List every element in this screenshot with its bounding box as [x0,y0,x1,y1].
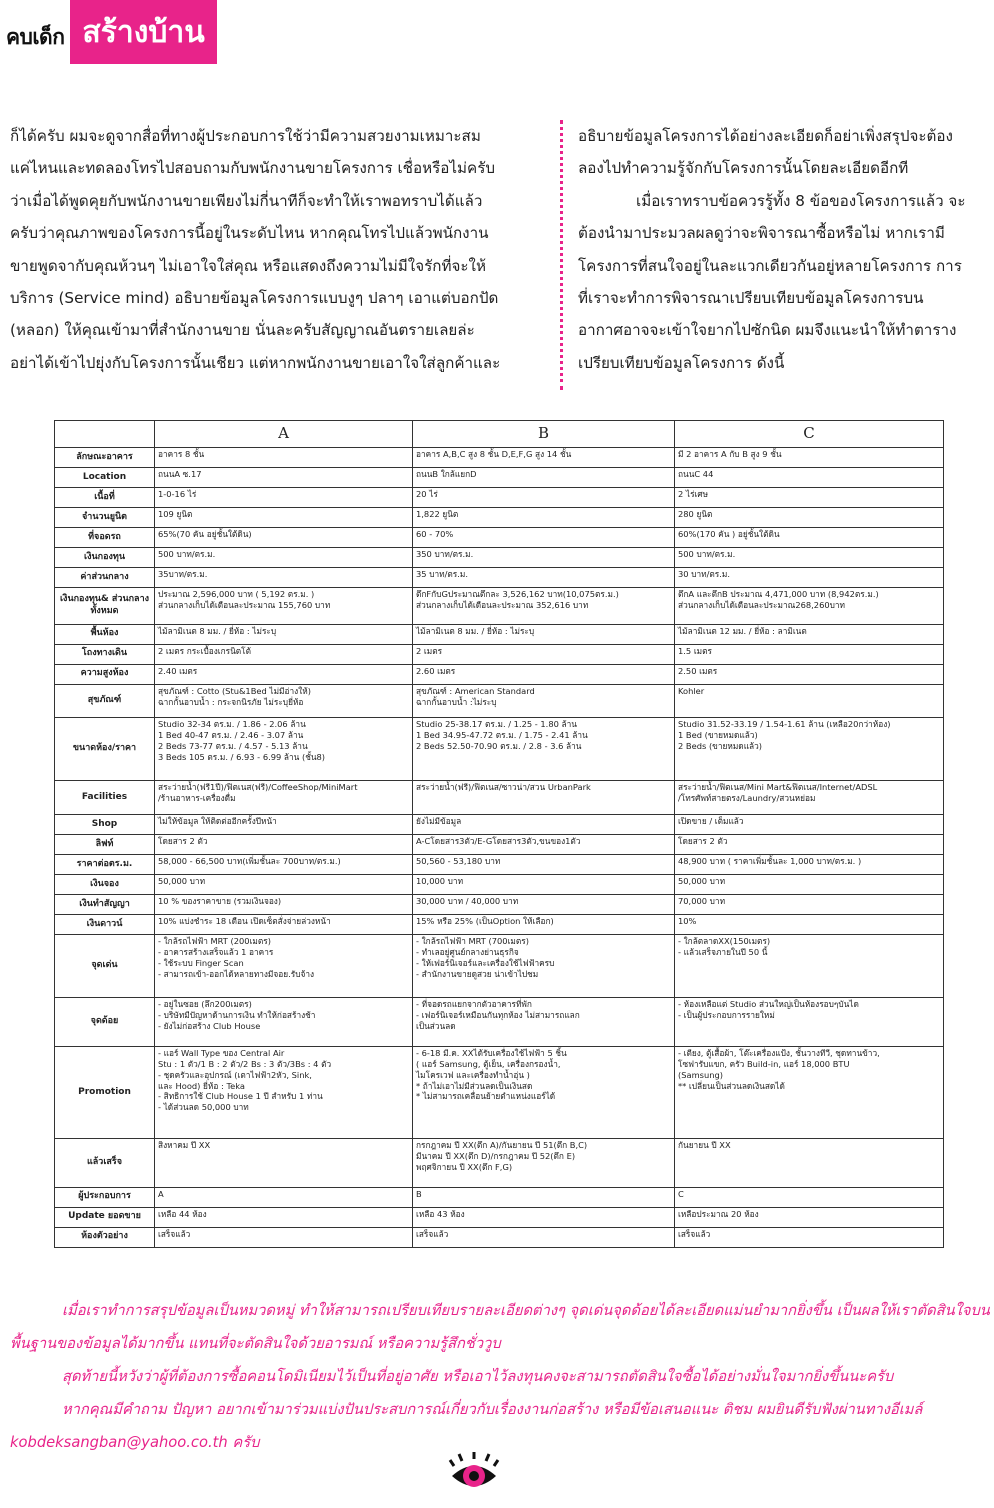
cell-project-b [413,508,675,528]
cell-project-a [155,1139,413,1187]
cell-project-b [413,1046,675,1139]
cell-line: 2 Beds (ขายหมดแล้ว) [678,741,763,752]
cell-line: ฉากกั้นอาบน้ำ : กระจกนิรภัย ไม่ระบุยี่ห้อ [158,696,304,707]
cell-line: - ที่จอดรถแยกจากตัวอาคารที่พัก [416,999,532,1010]
cell-line: ส่วนกลางเก็บได้เดือนละประมาณ268,260บาท [678,600,846,611]
cell-project-a [155,998,413,1046]
cell-line: 10 % ของราคาขาย (รวมเงินจอง) [158,896,282,907]
table-header-cell: B [413,421,675,448]
cell-line: - ชุดครัวและอุปกรณ์ (เตาไฟฟ้า2หัว, Sink, [158,1069,312,1080]
cell-line: Studio 31.52-33.19 / 1.54-1.61 ล้าน (เหลือ20กว่าห้อง) [678,719,891,730]
row-label: จุดด้อย [55,998,155,1046]
cell-project-c [675,915,944,935]
cell-project-b [413,781,675,815]
cell-line: - เตียง, ตู้เสื้อผ้า, โต๊ะเครื่องแป้ง, ชั้นวางทีวี, ชุดทานข้าว, [678,1047,880,1058]
cell-project-a [155,814,413,834]
cell-line: เสร็จแล้ว [158,1228,191,1239]
cell-line: 35 บาท/ตร.ม. [416,569,468,580]
cell-project-a [155,488,413,508]
cell-project-b [413,935,675,998]
brand-small-text: คบเด็ก [6,25,65,49]
table-row [55,1046,944,1139]
intro-line: แค่ไหนและทดลองโทรไปสอบถามกับพนักงานขายโครงการ เชื่อหรือไม่ครับ [10,159,495,178]
intro-right-paragraph-2 [578,185,990,379]
table-row [55,895,944,915]
cell-project-b [413,875,675,895]
intro-right-paragraph-1 [578,120,990,185]
cell-line: 60 - 70% [416,529,454,540]
cell-line: 1 Bed 40-47 ตร.ม. / 2.46 - 3.07 ล้าน [158,730,304,741]
cell-project-c [675,855,944,875]
cell-line: 1,822 ยูนิต [416,509,459,520]
cell-line: 50,000 บาท [678,876,726,887]
cell-project-b [413,1187,675,1207]
cell-line: มี 2 อาคาร A กับ B สูง 9 ชั้น [678,449,782,459]
cell-project-a [155,468,413,488]
cell-project-b [413,814,675,834]
cell-line: 1 Bed (ขายหมดแล้ว) [678,730,758,741]
cell-line: สุขภัณฑ์ : Cotto (Stu&1Bed ไม่มีอ่างให้) [158,685,311,696]
cell-line: 500 บาท/ตร.ม. [158,549,216,560]
cell-line: - แล้วเสร็จภายในปี 50 นี้ [678,947,768,958]
cell-line: อาคาร A,B,C สูง 8 ชั้น D,E,F,G สูง 14 ชั้น [416,449,572,459]
row-label: เงินทำสัญญา [55,895,155,915]
cell-line: ฉากกั้นอาบน้ำ :ไม่ระบุ [416,696,497,707]
cell-line: - ใช้ระบบ Finger Scan [158,958,244,969]
cell-project-a [155,1207,413,1227]
cell-line: 2 Beds 73-77 ตร.ม. / 4.57 - 5.13 ล้าน [158,741,308,752]
row-label: เงินดาวน์ [55,915,155,935]
cell-line: 35บาท/ตร.ม. [158,569,208,580]
cell-project-b [413,448,675,468]
cell-project-c [675,624,944,644]
cell-line: - สิทธิการใช้ Club House 1 ปี สำหรับ 1 ท่าน [158,1091,323,1102]
intro-left-column [10,120,538,379]
cell-line: กันยายน ปี XX [678,1140,731,1151]
cell-line: เหลือ 43 ห้อง [416,1208,465,1219]
cell-project-c [675,488,944,508]
cell-line: * ถ้าไม่เอาไม่มีส่วนลดเป็นเงินสด [416,1080,533,1091]
table-row [55,624,944,644]
comparison-table [54,420,944,1248]
cell-project-b [413,644,675,664]
cell-line: /ร้านอาหาร-เครื่องดื่ม [158,793,236,804]
cell-line: 2 เมตร กระเบื้องเกรนิตโต้ [158,645,251,656]
cell-project-a [155,875,413,895]
cell-line: Studio 32-34 ตร.ม. / 1.86 - 2.06 ล้าน [158,719,306,730]
intro-right-column [578,120,990,379]
cell-project-b [413,664,675,684]
cell-project-c [675,1227,944,1247]
cell-project-c [675,834,944,854]
intro-line: (หลอก) ให้คุณเข้ามาที่สำนักงานขาย นั่นละครับสัญญาณอันตรายเลยล่ะ [10,321,475,340]
cell-line: 48,900 บาท ( ราคาเพิ่มชั้นละ 1,000 บาท/ตร.ม. ) [678,856,862,867]
intro-line: ครับว่าคุณภาพของโครงการนี้อยู่ในระดับไหน หากคุณโทรไปแล้วพนักงาน [10,224,489,243]
cell-project-a [155,895,413,915]
cell-line: ไม้ลามิเนต 8 มม. / ยี่ห้อ : ไม่ระบุ [158,625,277,636]
cell-project-b [413,528,675,548]
cell-project-c [675,781,944,815]
row-label: แล้วเสร็จ [55,1139,155,1187]
cell-line: ไมโครเวฟ และเครื่องทำน้ำอุ่น ) [416,1069,530,1080]
cell-project-a [155,528,413,548]
cell-line: 65%(70 คัน อยู่ชั้นใต้ดิน) [158,529,252,540]
intro-line: อธิบายข้อมูลโครงการได้อย่างละเอียดก็อย่าเพิ่งสรุปจะต้อง [578,127,953,145]
cell-line: - แอร์ Wall Type ของ Central Air [158,1047,285,1058]
cell-line: พฤศจิกายน ปี XX(ตึก F,G) [416,1162,513,1173]
cell-line: 350 บาท/ตร.ม. [416,549,474,560]
cell-project-c [675,588,944,624]
row-label: Facilities [55,781,155,815]
cell-line: - ใกล้ตลาดXX(150เมตร) [678,936,771,947]
cell-line: - อาคารสร้างเสร็จแล้ว 1 อาคาร [158,947,274,958]
cell-line: ไม้ลามิเนต 8 มม. / ยี่ห้อ : ไม่ระบุ [416,625,535,636]
cell-project-c [675,998,944,1046]
cell-project-c [675,528,944,548]
cell-line: * ไม่สามารถเคลื่อนย้ายตำแหน่งแอร์ได้ [416,1091,556,1102]
table-row [55,834,944,854]
cell-project-b [413,568,675,588]
cell-project-c [675,1187,944,1207]
cell-project-c [675,814,944,834]
cell-line: 109 ยูนิต [158,509,193,520]
cell-project-c [675,568,944,588]
intro-line: โครงการที่สนใจอยู่ในละแวกเดียวกันอยู่หลายโครงการ การ [578,256,962,275]
cell-project-a [155,624,413,644]
table-row [55,548,944,568]
intro-line: อย่าได้เข้าไปยุ่งกับโครงการนั้นเชียว แต่หากพนักงานขายเอาใจใส่ลูกค้าและ [10,353,501,372]
row-label: โถงทางเดิน [55,644,155,664]
cell-project-a [155,1227,413,1247]
intro-line: เมื่อเราทราบข้อควรรู้ทั้ง 8 ข้อของโครงการแล้ว จะ [636,191,966,210]
row-label: ขนาดห้อง/ราคา [55,718,155,781]
column-divider [560,120,563,390]
cell-line: ไม่ให้ข้อมูล ให้ติดต่ออีกครั้งปีหน้า [158,815,277,826]
cell-line: สุขภัณฑ์ : American Standard [416,685,535,696]
cell-line: 2 ไร่เศษ [678,489,709,500]
cell-line: ( แอร์ Samsung, ตู้เย็น, เครื่องกรองน้ำ, [416,1058,561,1069]
cell-line: เสร็จแล้ว [416,1228,449,1239]
cell-project-b [413,548,675,568]
cell-line: 2 Beds 52.50-70.90 ตร.ม. / 2.8 - 3.6 ล้าน [416,741,582,752]
cell-project-b [413,718,675,781]
row-label: Promotion [55,1046,155,1139]
intro-line: ลองไปทำความรู้จักกับโครงการนั้นโดยละเอียดอีกที [578,159,909,178]
intro-line: ที่เราจะทำการพิจารณาเปรียบเทียบข้อมูลโครงการบน [578,289,924,308]
cell-line: /โทรศัพท์สายตรง/Laundry/สวนหย่อม [678,793,816,804]
cell-project-c [675,1046,944,1139]
cell-project-b [413,998,675,1046]
cell-line: 15% หรือ 25% (เป็นOption ให้เลือก) [416,916,554,927]
cell-line: โดยสาร 2 ตัว [158,835,208,846]
cell-line: ส่วนกลางเก็บได้เดือนละประมาณ 155,760 บาท [158,600,331,611]
cell-line: 1.5 เมตร [678,645,712,656]
cell-project-b [413,915,675,935]
cell-line: สระว่ายน้ำ(ฟรี1ปี)/ฟิตเนส(ฟรี)/CoffeeShop/MiniMart [158,782,358,793]
cell-line: 10,000 บาท [416,876,464,887]
cell-project-c [675,895,944,915]
row-label: ลิฟท์ [55,834,155,854]
cell-line: โดยสาร 2 ตัว [678,835,728,846]
cell-line: 500 บาท/ตร.ม. [678,549,736,560]
cell-project-b [413,834,675,854]
cell-project-c [675,684,944,718]
table-row [55,1227,944,1247]
cell-line: สิงหาคม ปี XX [158,1140,211,1151]
cell-line: - เป็นผู้ประกอบการรายใหม่ [678,1010,775,1021]
table-row [55,664,944,684]
cell-project-c [675,548,944,568]
table-row [55,528,944,548]
cell-line: เหลือ 44 ห้อง [158,1208,207,1219]
cell-line: - บริษัทมีปัญหาด้านการเงิน ทำให้ก่อสร้างช้า [158,1010,316,1021]
cell-line: สระว่ายน้ำ(ฟรี)/ฟิตเนส/ซาวน่า/สวน UrbanPark [416,782,591,793]
cell-line: Stu : 1 ตัว/1 B : 2 ตัว/2 Bs : 3 ตัว/3Bs : 4 ตัว [158,1058,332,1069]
cell-line: 30,000 บาท / 40,000 บาท [416,896,519,907]
cell-line: 50,000 บาท [158,876,206,887]
cell-line: 280 ยูนิต [678,509,713,520]
cell-line: ส่วนกลางเก็บได้เดือนละประมาณ 352,616 บาท [416,600,589,611]
cell-line: เหลือประมาณ 20 ห้อง [678,1208,759,1219]
table-row [55,855,944,875]
table-row [55,588,944,624]
cell-project-c [675,935,944,998]
row-label: จำนวนยูนิต [55,508,155,528]
row-label: ความสูงห้อง [55,664,155,684]
table-row [55,781,944,815]
row-label: เงินจอง [55,875,155,895]
cell-line: - ยังไม่ก่อสร้าง Club House [158,1021,261,1032]
cell-line: - ได้ส่วนลด 50,000 บาท [158,1102,249,1113]
cell-line: ไม้ลามิเนต 12 มม. / ยี่ห้อ : ลามิเนต [678,625,807,636]
cell-project-a [155,508,413,528]
row-label: ราคาต่อตร.ม. [55,855,155,875]
cell-line: เป็นส่วนลด [416,1021,456,1032]
cell-line: 10% แบ่งชำระ 18 เดือน เปิดเซ็ตสั่งจ่ายล่วงหน้า [158,916,331,927]
cell-project-a [155,548,413,568]
cell-project-b [413,1227,675,1247]
cell-line: 58,000 - 66,500 บาท(เพิ่มชั้นละ 700บาท/ตร.ม.) [158,856,341,867]
cell-project-c [675,664,944,684]
cell-project-b [413,855,675,875]
cell-project-a [155,1187,413,1207]
table-row [55,718,944,781]
eye-logo-icon [448,1450,500,1502]
intro-line: เปรียบเทียบข้อมูลโครงการ ดังนี้ [578,353,785,372]
row-label: ผู้ประกอบการ [55,1187,155,1207]
table-row [55,568,944,588]
table-row [55,468,944,488]
intro-line: ขายพูดจากับคุณห้วนๆ ไม่เอาใจใส่คุณ หรือแสดงถึงความไม่มีใจรักที่จะให้ [10,256,486,275]
cell-line: Kohler [678,685,705,696]
cell-line: 2.60 เมตร [416,665,456,676]
intro-line: บริการ (Service mind) อธิบายข้อมูลโครงการแบบงูๆ ปลาๆ เอาแต่บอกปัด [10,289,499,308]
cell-project-a [155,588,413,624]
cell-line: 30 บาท/ตร.ม. [678,569,730,580]
table-row [55,1207,944,1227]
cell-project-b [413,895,675,915]
table-header-cell: C [675,421,944,448]
cell-line: 2 เมตร [416,645,443,656]
cell-line: A [158,1188,164,1199]
table-row [55,814,944,834]
cell-line: Studio 25-38.17 ตร.ม. / 1.25 - 1.80 ล้าน [416,719,577,730]
cell-line: - ทำเลอยู่ศูนย์กลางย่านธุรกิจ [416,947,519,958]
table-row [55,684,944,718]
cell-project-a [155,448,413,468]
table-row [55,508,944,528]
cell-line: ตึกFกับGประมาณตึกละ 3,526,162 บาท(10,075ตร.ม.) [416,589,619,600]
cell-line: เปิดขาย / เต็มแล้ว [678,815,744,826]
row-label: ค่าส่วนกลาง [55,568,155,588]
cell-line: - 6-18 มี.ค. XXได้รับเครื่องใช้ไฟฟ้า 5 ชิ้น [416,1047,567,1058]
cell-project-a [155,1046,413,1139]
summary-paragraph: หากคุณมีคำถาม ปัญหา อยากเข้ามาร่วมแบ่งปันประสบการณ์เกี่ยวกับเรื่องงานก่อสร้าง หรือมีข้อเสนอแนะ ติชม ผมยินดีรับฟังผ่านทางอีเมล์ kobdeksangban@yahoo.co.th ครับ [10,1401,923,1451]
table-row [55,448,944,468]
table-row [55,998,944,1046]
row-label: ห้องตัวอย่าง [55,1227,155,1247]
cell-line: กรกฎาคม ปี XX(ตึก A)/กันยายน ปี 51(ตึก B,C) [416,1140,588,1151]
row-label: เงินกองทุน& ส่วนกลางทั้งหมด [55,588,155,624]
cell-line: - สำนักงานขายดูสวย น่าเข้าไปชม [416,969,539,980]
cell-project-a [155,915,413,935]
intro-line: อากาศอาจจะเข้าใจยากไปซักนิด ผมจึงแนะนำให้ทำตาราง [578,321,957,340]
table-row [55,488,944,508]
cell-line: 2.40 เมตร [158,665,198,676]
table-header-row [55,421,944,448]
cell-line: และ Hood) ยี่ห้อ : Teka [158,1080,245,1091]
cell-project-b [413,488,675,508]
cell-line: ตึกA และตึกB ประมาณ 4,471,000 บาท (8,942ตร.ม.) [678,589,879,600]
summary-section [10,1294,990,1459]
intro-line: ว่าเมื่อได้พูดคุยกับพนักงานขายเพียงไม่กี่นาทีก็จะทำให้เราพอทราบได้แล้ว [10,191,483,210]
cell-line: - อยู่ในซอย (ลึก200เมตร) [158,999,252,1010]
cell-project-a [155,855,413,875]
table-body [55,448,944,1248]
row-label: จุดเด่น [55,935,155,998]
cell-project-b [413,1139,675,1187]
table-row [55,935,944,998]
cell-project-c [675,448,944,468]
cell-project-c [675,468,944,488]
row-label: Update ยอดขาย [55,1207,155,1227]
row-label: เนื้อที่ [55,488,155,508]
intro-line: ต้องนำมาประมวลผลดูว่าจะพิจารณาซื้อหรือไม่ หากเรามี [578,224,945,243]
cell-line: 60%(170 คัน ) อยู่ชั้นใต้ดิน [678,529,780,540]
cell-project-c [675,508,944,528]
cell-line: - ใกล้รถไฟฟ้า MRT (700เมตร) [416,936,529,947]
cell-line: - สามารถเข้า-ออกได้หลายทางมีจอย.รับจ้าง [158,969,315,980]
cell-line: - ห้องเหลือแต่ Studio ส่วนใหญ่เป็นห้องรอบๆบันได [678,999,859,1010]
table-row [55,644,944,664]
cell-project-b [413,684,675,718]
cell-project-b [413,624,675,644]
cell-line: 10% [678,916,697,927]
cell-line: 2.50 เมตร [678,665,718,676]
table-row [55,875,944,895]
cell-line: ถนนB ใกล้แยกD [416,469,477,480]
cell-project-a [155,568,413,588]
summary-paragraph: เมื่อเราทำการสรุปข้อมูลเป็นหมวดหมู่ ทำให้สามารถเปรียบเทียบรายละเอียดต่างๆ จุดเด่นจุดด้อยได้ละเอียดแม่นยำมากยิ่งขึ้น เป็นผลให้เราตัดสินใจบนพื้นฐานของข้อมูลได้มากขึ้น แทนที่จะตัดสินใจด้วยอารมณ์ หรือความรู้สึกชั่ววูบ [10,1302,990,1352]
row-label: สุขภัณฑ์ [55,684,155,718]
row-label: ที่จอดรถ [55,528,155,548]
summary-paragraph: สุดท้ายนี้หวังว่าผู้ที่ต้องการซื้อคอนโดมิเนียมไว้เป็นที่อยู่อาศัย หรือเอาไว้ลงทุนคงจะสามารถตัดสินใจซื้อได้อย่างมั่นใจมากยิ่งขึ้นนะครับ [62,1368,894,1385]
cell-line: 3 Beds 105 ตร.ม. / 6.93 - 6.99 ล้าน (ชั้น8) [158,752,326,763]
cell-project-c [675,718,944,781]
table-row [55,1139,944,1187]
table-header-cell [55,421,155,448]
brand-title: สร้างบ้าน [70,0,216,64]
table-row [55,1187,944,1207]
comparison-table-wrapper [54,420,943,1248]
table-header-cell: A [155,421,413,448]
cell-project-c [675,644,944,664]
cell-line: อาคาร 8 ชั้น [158,449,205,459]
cell-line: (Samsung) [678,1069,724,1080]
page-header [0,0,217,64]
cell-line: - ให้เฟอร์นิเจอร์และเครื่องใช้ไฟฟ้าครบ [416,958,555,969]
cell-project-c [675,1139,944,1187]
row-label: เงินกองทุน [55,548,155,568]
cell-line: โซฟารับแขก, ครัว Build-in, แอร์ 18,000 BTU [678,1058,850,1069]
cell-line: 1 Bed 34.95-47.72 ตร.ม. / 1.75 - 2.41 ล้าน [416,730,588,741]
cell-project-a [155,664,413,684]
row-label: ลักษณะอาคาร [55,448,155,468]
cell-project-a [155,718,413,781]
cell-line: 1-0-16 ไร่ [158,489,197,500]
cell-line: B [416,1188,422,1199]
cell-line: มีนาคม ปี XX(ตึก D)/กรกฎาคม ปี 52(ตึก E) [416,1151,576,1162]
cell-project-b [413,588,675,624]
table-row [55,915,944,935]
row-label: Shop [55,814,155,834]
row-label: Location [55,468,155,488]
cell-line: A-Cโดยสาร3ตัว/E-Gโดยสาร3ตัว,ขนของ1ตัว [416,835,581,846]
cell-line: ถนนA ซ.17 [158,469,202,480]
cell-line: C [678,1188,684,1199]
intro-line: ก็ได้ครับ ผมจะดูจากสื่อที่ทางผู้ประกอบการใช้ว่ามีความสวยงามเหมาะสม [10,127,481,145]
cell-line: 50,560 - 53,180 บาท [416,856,501,867]
cell-project-c [675,1207,944,1227]
cell-line: ** เปลี่ยนเป็นส่วนลดเงินสดได้ [678,1080,785,1091]
cell-project-a [155,935,413,998]
cell-project-b [413,468,675,488]
cell-line: ประมาณ 2,596,000 บาท ( 5,192 ตร.ม. ) [158,589,315,600]
cell-line: เสร็จแล้ว [678,1228,711,1239]
cell-line: 20 ไร่ [416,489,438,500]
cell-project-b [413,1207,675,1227]
cell-project-a [155,834,413,854]
cell-line: สระว่ายน้ำ/ฟิตเนส/Mini Mart&ฟิตเนส/Internet/ADSL [678,782,878,793]
cell-project-a [155,684,413,718]
cell-project-a [155,644,413,664]
row-label: พื้นห้อง [55,624,155,644]
cell-project-a [155,781,413,815]
cell-line: 70,000 บาท [678,896,726,907]
cell-line: - เฟอร์นิเจอร์เหมือนกันทุกห้อง ไม่สามารถแลก [416,1010,580,1021]
cell-line: ยังไม่มีข้อมูล [416,815,462,826]
cell-project-c [675,875,944,895]
cell-line: - ใกล้รถไฟฟ้า MRT (200เมตร) [158,936,271,947]
cell-line: ถนนC 44 [678,469,714,480]
